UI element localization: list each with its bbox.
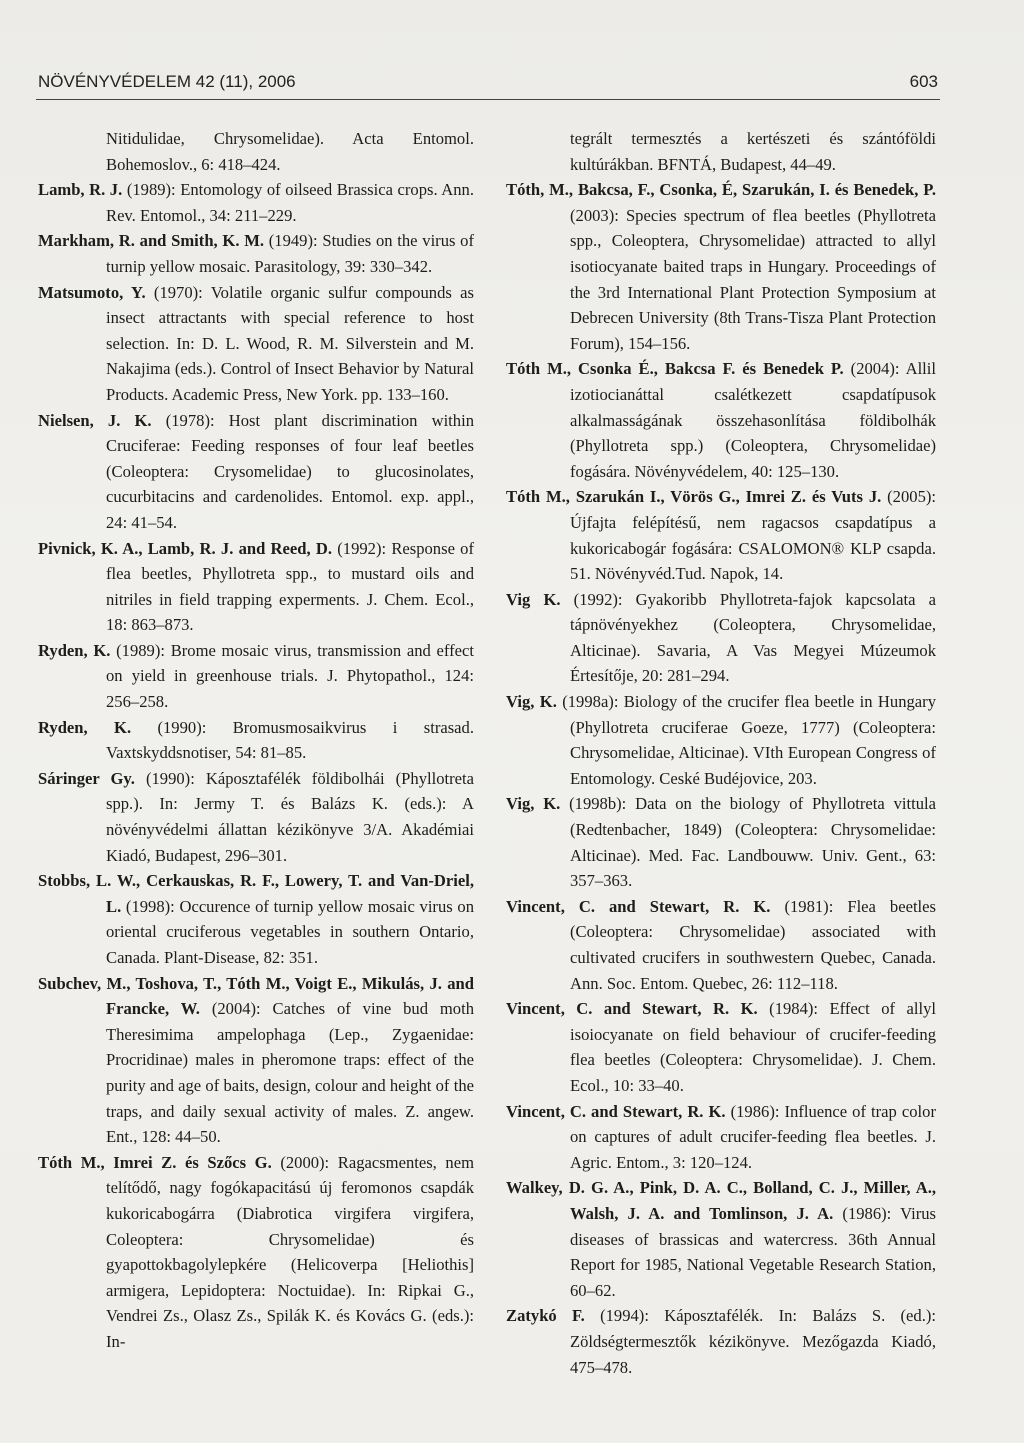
reference-text: (1981): Flea beetles (Coleoptera: Chrysomelidae) associated with cultivated crucifers in southwestern Quebec, Canada. Ann. Soc. Entom. Quebec, 26: 112–118.: [570, 896, 936, 993]
reference-text: (1992): Response of flea beetles, Phyllotreta spp., to mustard oils and nitriles in field trapping experments. J. Chem. Ecol., 18: 863–873.: [106, 538, 474, 635]
reference-text: (1970): Volatile organic sulfur compounds as insect attractants with special reference to host selection. In: D. L. Wood, R. M. Silverstein and M. Nakajima (eds.). Control of Insect Behavior by Natural Products. Academic Press, New York. pp. 133–160.: [106, 282, 474, 404]
reference-authors: Tóth M., Imrei Z. és Szőcs G.: [38, 1152, 272, 1172]
reference-text: (2000): Ragacsmentes, nem telítődő, nagy fogókapacitású új feromonos csapdák kukoricabogárra (Diabrotica virgifera virgifera, Coleoptera: Chrysomelidae) és gyapottokbagolylepkére (Helicoverpa [Heliothis] armigera, Lepidoptera: Noctuidae). In: Ripkai G., Vendrei Zs., Olasz Zs., Spilák K. és Kovács G. (eds.): In-: [106, 1152, 474, 1351]
reference-authors: Tóth, M., Bakcsa, F., Csonka, É, Szarukán, I. és Benedek, P.: [506, 180, 936, 200]
reference-text: tegrált termesztés a kertészeti és szántóföldi kultúrákban. BFNTÁ, Budapest, 44–49.: [570, 129, 936, 174]
reference-entry: [38, 868, 474, 970]
reference-text: (1990): Káposztafélék földibolhái (Phyllotreta spp.). In: Jermy T. és Balázs K. (eds.): A növényvédelmi állattan kézikönyve 3/A. Akadémiai Kiadó, Budapest, 296–301.: [106, 768, 474, 865]
reference-text: (2004): Allil izotiocianáttal csalétkezett csapdatípusok alkalmasságának összehasonlítása földibolhák (Phyllotreta spp.) (Coleoptera, Chrysomelidae) fogására. Növényvédelem, 40: 125–130.: [570, 359, 937, 481]
reference-text: (1984): Effect of allyl isoiocyanate on field behaviour of crucifer-feeding flea beetles (Coleoptera: Chrysomelidae). J. Chem. Ecol., 10: 33–40.: [570, 999, 936, 1095]
reference-entry: [506, 996, 936, 1098]
reference-authors: Lamb, R. J.: [38, 180, 123, 200]
reference-continuation: [506, 126, 936, 177]
reference-text: (1998a): Biology of the crucifer flea beetle in Hungary (Phyllotreta cruciferae Goeze, 1777) (Coleoptera: Chrysomelidae, Alticinae). VIth European Congress of Entomology. Ceské Budéjovice, 203.: [556, 692, 936, 788]
reference-authors: Vincent, C. and Stewart, R. K.: [506, 896, 771, 916]
journal-citation: NÖVÉNYVÉDELEM 42 (11), 2006: [38, 72, 296, 91]
reference-entry: [506, 1303, 936, 1380]
reference-authors: Nielsen, J. K.: [38, 410, 152, 430]
reference-entry: [506, 689, 936, 791]
reference-entry: [38, 408, 474, 536]
reference-entry: [506, 1099, 936, 1176]
reference-text: (1986): Influence of trap color on captures of adult crucifer-feeding flea beetles. J. Agric. Entom., 3: 120–124.: [570, 1101, 936, 1172]
reference-entry: [506, 587, 936, 689]
reference-continuation: [38, 126, 474, 177]
reference-text: (1992): Gyakoribb Phyllotreta-fajok kapcsolata a tápnövényekhez (Coleoptera, Chrysomelidae, Alticinae). Savaria, A Vas Megyei Múzeumok Értesítője, 20: 281–294.: [560, 589, 936, 686]
reference-text: (1990): Bromusmosaikvirus i strasad. Vaxtskyddsnotiser, 54: 81–85.: [106, 717, 474, 763]
reference-entry: [38, 971, 474, 1150]
header-rule: [36, 99, 940, 100]
reference-entry: [506, 894, 936, 996]
reference-entry: [506, 484, 936, 586]
right-reference-column: [506, 126, 936, 1380]
reference-entry: [38, 638, 474, 715]
reference-entry: [38, 1150, 474, 1355]
reference-authors: Vincent, C. and Stewart, R. K.: [506, 1101, 726, 1121]
reference-text: (2005): Újfajta felépítésű, nem ragacsos csapdatípus a kukoricabogár fogására: CSALOMON® KLP csapda. 51. Növényvéd.Tud. Napok, 14.: [570, 487, 937, 584]
reference-authors: Vig, K.: [506, 794, 561, 814]
reference-entry: [506, 177, 936, 356]
reference-text: Nitidulidae, Chrysomelidae). Acta Entomol. Bohemoslov., 6: 418–424.: [106, 129, 474, 174]
reference-text: (2004): Catches of vine bud moth Theresimima ampelophaga (Lep., Zygaenidae: Procridinae) males in pheromone traps: effect of the purity and age of baits, design, colour and height of the traps, and daily sexual activity of males. Z. angew. Ent., 128: 44–50.: [106, 999, 474, 1147]
reference-authors: Subchev, M., Toshova, T., Tóth M., Voigt E., Mikulás, J. and Francke, W.: [38, 973, 474, 1019]
reference-entry: [38, 228, 474, 279]
reference-text: (1994): Káposztafélék. In: Balázs S. (ed.): Zöldségtermesztők kézikönyve. Mezőgazda Kiadó, 475–478.: [570, 1306, 936, 1377]
reference-authors: Tóth M., Csonka É., Bakcsa F. és Benedek P.: [506, 359, 844, 379]
reference-text: (1998b): Data on the biology of Phyllotreta vittula (Redtenbacher, 1849) (Coleoptera: Chrysomelidae: Alticinae). Med. Fac. Landbouww. Univ. Gent., 63: 357–363.: [560, 794, 936, 891]
reference-text: (1986): Virus diseases of brassicas and watercress. 36th Annual Report for 1985, National Vegetable Research Station, 60–62.: [570, 1203, 936, 1300]
reference-authors: Stobbs, L. W., Cerkauskas, R. F., Lowery, T. and Van-Driel, L.: [38, 871, 474, 916]
reference-authors: Ryden, K.: [38, 640, 111, 660]
reference-entry: [38, 536, 474, 638]
reference-authors: Ryden, K.: [38, 717, 132, 737]
reference-entry: [506, 791, 936, 893]
reference-authors: Matsumoto, Y.: [38, 282, 146, 302]
running-header: [38, 72, 938, 96]
reference-authors: Markham, R. and Smith, K. M.: [38, 231, 265, 251]
left-reference-column: [38, 126, 474, 1355]
reference-text: (1949): Studies on the virus of turnip yellow mosaic. Parasitology, 39: 330–342.: [106, 231, 475, 276]
reference-authors: Vig, K.: [506, 692, 557, 712]
reference-authors: Zatykó F.: [506, 1306, 585, 1326]
reference-entry: [506, 356, 936, 484]
reference-text: (2003): Species spectrum of flea beetles (Phyllotreta spp., Coleoptera, Chrysomelidae) attracted to allyl isotiocyanate baited traps in Hungary. Proceedings of the 3rd International Plant Protection Symposium at Debrecen University (8th Trans-Tisza Plant Protection Forum), 154–156.: [570, 205, 936, 353]
reference-entry: [38, 715, 474, 766]
reference-authors: Tóth M., Szarukán I., Vörös G., Imrei Z. és Vuts J.: [506, 487, 882, 507]
reference-text: (1978): Host plant discrimination within Cruciferae: Feeding responses of four leaf beetles (Coleoptera: Crysomelidae) to glucosinolates, cucurbitacins and cardenolides. Entomol. exp. appl., 24: 41–54.: [106, 410, 474, 532]
reference-text: (1989): Entomology of oilseed Brassica crops. Ann. Rev. Entomol., 34: 211–229.: [106, 180, 474, 225]
reference-text: (1989): Brome mosaic virus, transmission and effect on yield in greenhouse trials. J. Phytopathol., 124: 256–258.: [106, 640, 475, 712]
reference-entry: [38, 177, 474, 228]
reference-authors: Vincent, C. and Stewart, R. K.: [506, 999, 758, 1019]
reference-text: (1998): Occurence of turnip yellow mosaic virus on oriental cruciferous vegetables in southern Ontario, Canada. Plant-Disease, 82: 351.: [106, 896, 474, 967]
reference-authors: Walkey, D. G. A., Pink, D. A. C., Bolland, C. J., Miller, A., Walsh, J. A. and Tomlinson, J. A.: [506, 1178, 936, 1223]
page-number: 603: [909, 72, 938, 91]
reference-entry: [506, 1175, 936, 1303]
reference-authors: Sáringer Gy.: [38, 768, 135, 788]
reference-authors: Pivnick, K. A., Lamb, R. J. and Reed, D.: [38, 538, 333, 558]
reference-entry: [38, 280, 474, 408]
reference-authors: Vig K.: [506, 589, 561, 609]
reference-entry: [38, 766, 474, 868]
